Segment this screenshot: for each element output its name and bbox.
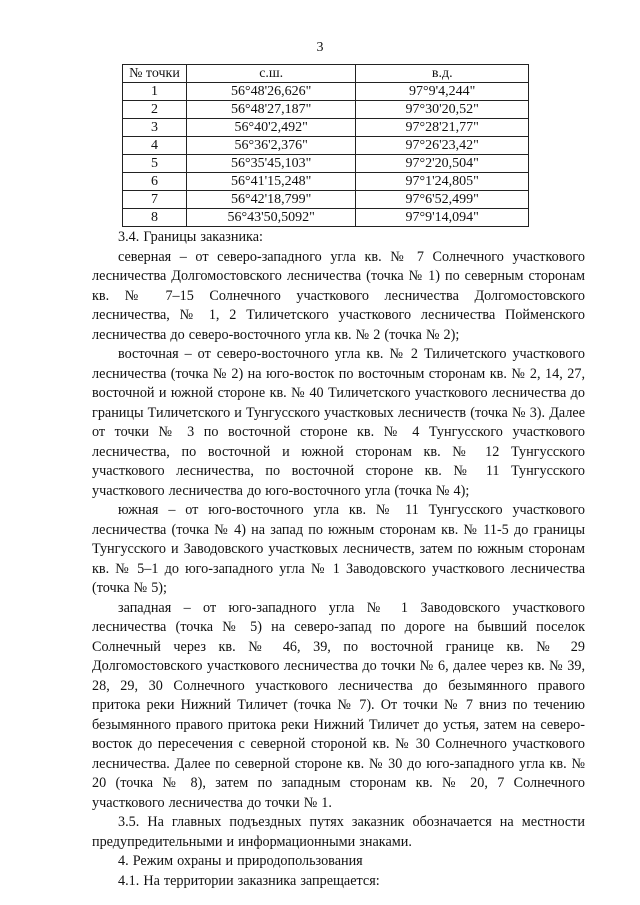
section-3-4-title: 3.4. Границы заказника: xyxy=(118,229,263,245)
cell-point: 3 xyxy=(123,119,187,137)
coordinates-table xyxy=(122,64,529,227)
cell-point: 8 xyxy=(123,209,187,227)
cell-longitude: 97°28'21,77" xyxy=(356,119,529,137)
cell-latitude: 56°36'2,376" xyxy=(186,137,356,155)
cell-latitude: 56°35'45,103" xyxy=(186,155,356,173)
boundary-south-paragraph: южная – от юго-восточного угла кв. № 11 Тунгусского участкового лесничества (точка № 4) на запад по южным сторонам кв. № 11-5 до границы Тунгусского и Заводовского участковых лесничеств, затем по южным сторонам кв. № 5–1 до юго-западного угла № 1 Заводовского участкового лесничества (точка № 5); xyxy=(92,502,585,596)
column-header-latitude: с.ш. xyxy=(186,65,356,83)
cell-longitude: 97°26'23,42" xyxy=(356,137,529,155)
cell-point: 5 xyxy=(123,155,187,173)
cell-latitude: 56°48'27,187" xyxy=(186,101,356,119)
cell-longitude: 97°30'20,52" xyxy=(356,101,529,119)
column-header-point: № точки xyxy=(123,65,187,83)
section-4-heading: 4. Режим охраны и природопользования xyxy=(118,853,363,869)
column-header-longitude: в.д. xyxy=(356,65,529,83)
table-row xyxy=(123,119,529,137)
cell-longitude: 97°9'14,094" xyxy=(356,209,529,227)
table-header-row xyxy=(123,65,529,83)
cell-longitude: 97°9'4,244" xyxy=(356,83,529,101)
cell-point: 4 xyxy=(123,137,187,155)
cell-point: 6 xyxy=(123,173,187,191)
section-4-1-paragraph: 4.1. На территории заказника запрещается: xyxy=(118,872,380,889)
cell-longitude: 97°1'24,805" xyxy=(356,173,529,191)
table-row xyxy=(123,173,529,191)
table-row xyxy=(123,191,529,209)
cell-latitude: 56°41'15,248" xyxy=(186,173,356,191)
cell-latitude: 56°43'50,5092" xyxy=(186,209,356,227)
cell-point: 7 xyxy=(123,191,187,209)
table-row xyxy=(123,209,529,227)
cell-latitude: 56°40'2,492" xyxy=(186,119,356,137)
section-3-5-paragraph: 3.5. На главных подъездных путях заказник обозначается на местности предупредительными и информационными знаками. xyxy=(92,814,585,850)
table-row xyxy=(123,155,529,173)
page-number: 3 xyxy=(316,40,324,55)
cell-latitude: 56°42'18,799" xyxy=(186,191,356,209)
cell-point: 1 xyxy=(123,83,187,101)
table-row xyxy=(123,101,529,119)
cell-longitude: 97°2'20,504" xyxy=(356,155,529,173)
boundary-east-paragraph: восточная – от северо-восточного угла кв. № 2 Тиличетского участкового лесничества (точка № 2) на юго-восток по восточным сторонам кв. № 2, 14, 27, восточной и южной стороне кв. № 40 Тиличетского участкового лесничества до границы Тиличетского и Тунгусского участковых лесничеств (точка № 3). Далее от точки № 3 по восточной стороне кв. № 4 Тунгусского участкового лесничества, по восточной и южной сторонам кв. № 12 Тунгусского участкового лесничества, по восточной стороне кв. № 11 Тунгусского участкового лесничества до юго-восточного угла (точка № 4); xyxy=(92,346,585,499)
document-body xyxy=(92,228,585,891)
boundary-west-paragraph: западная – от юго-западного угла № 1 Заводовского участкового лесничества (точка № 5) на северо-запад по дороге на бывший поселок Солнечный через кв. № 46, 39, по восточной границе кв. № 29 Долгомостовского участкового лесничества до точки № 6, далее через кв. № 39, 28, 29, 30 Солнечного участкового лесничества до безымянного правого притока реки Нижний Тиличет (точка № 7). От точки № 7 вниз по течению безымянного правого притока реки Нижний Тиличет до устья, затем на северо-восток до пересечения с северной стороной кв. № 30 Солнечного участкового лесничества. Далее по северной стороне кв. № 30 до юго-западного угла кв. № 20 (точка № 8), затем по западным сторонам кв. № 20, 7 Солнечного участкового лесничества до точки № 1. xyxy=(92,599,585,811)
table-row xyxy=(123,83,529,101)
table-row xyxy=(123,137,529,155)
cell-longitude: 97°6'52,499" xyxy=(356,191,529,209)
cell-latitude: 56°48'26,626" xyxy=(186,83,356,101)
cell-point: 2 xyxy=(123,101,187,119)
boundary-north-paragraph: северная – от северо-западного угла кв. № 7 Солнечного участкового лесничества Долгомостовского лесничества (точка № 1) по северным сторонам кв. № 7–15 Солнечного участкового лесничества Долгомостовского лесничества, № 1, 2 Тиличетского участкового лесничества Пойменского лесничества до северо-восточного угла кв. № 2 (точка № 2); xyxy=(92,248,585,343)
